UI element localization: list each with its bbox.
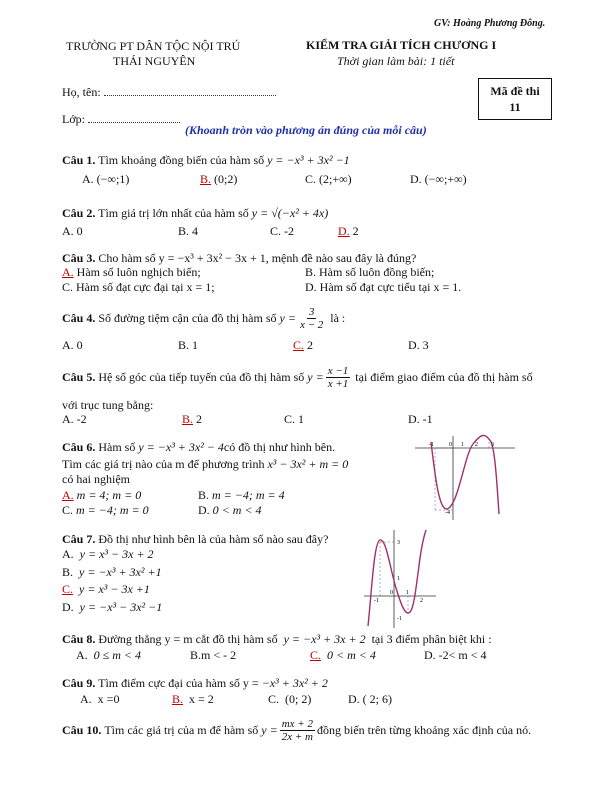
option-b[interactable] <box>190 648 236 663</box>
option-value: -1 <box>422 412 433 426</box>
option-a[interactable] <box>82 172 129 187</box>
option-key: B. <box>305 265 317 279</box>
option-b[interactable] <box>172 692 214 707</box>
tick-label: 1 <box>397 576 400 582</box>
option-value: -2 <box>284 224 295 238</box>
class-blank[interactable] <box>88 114 180 123</box>
tick-label: 3 <box>397 540 400 546</box>
option-key: D. <box>410 172 422 186</box>
question-label: Câu 5. <box>62 370 96 384</box>
option-value: y = x³ − 3x +1 <box>79 582 150 596</box>
question-8 <box>62 632 492 647</box>
option-key: D. <box>408 412 420 426</box>
tick-label: -1 <box>397 616 402 622</box>
question-formula: −x³ + 3x² + 2 <box>261 676 328 690</box>
question-text-line2: với trục tung bằng: <box>62 398 154 412</box>
question-label: Câu 2. <box>62 206 96 220</box>
question-text: Cho hàm số y = −x³ + 3x² − 3x + 1, mệnh đề nào sau đây là đúng? <box>98 251 417 265</box>
question-label: Câu 3. <box>62 251 96 265</box>
option-value: Hàm số luôn đồng biến; <box>319 265 435 279</box>
numerator: 3 <box>308 306 315 318</box>
option-b[interactable] <box>178 224 198 239</box>
option-key: A. <box>62 412 74 426</box>
tick-label: 1 <box>406 590 409 596</box>
option-value: 2 <box>196 412 203 426</box>
option-value: (−∞;+∞) <box>424 172 467 186</box>
option-key: D. <box>62 600 74 614</box>
option-key: D. <box>198 503 210 517</box>
line2-text: Tìm các giá trị nào của m để phương trình <box>62 457 265 471</box>
option-value: -2 <box>76 412 87 426</box>
option-key: D. <box>305 280 317 294</box>
option-key: B. <box>198 488 210 502</box>
option-key: A. <box>82 172 94 186</box>
question-label: Câu 10. <box>62 723 102 737</box>
option-value: m = −4; m = 0 <box>76 503 149 517</box>
fraction <box>280 718 315 743</box>
question-text: Tìm khoảng đồng biến của hàm số <box>98 153 265 167</box>
option-value: (−∞;1) <box>96 172 130 186</box>
option-c[interactable] <box>305 172 352 187</box>
option-key-correct: A. <box>62 265 74 279</box>
option-a[interactable] <box>62 488 141 503</box>
option-value: (2;+∞) <box>319 172 352 186</box>
question-label: Câu 4. <box>62 311 96 325</box>
numerator: x −1 <box>327 365 349 377</box>
option-value: 2 <box>307 338 314 352</box>
numerator: mx + 2 <box>281 718 313 730</box>
option-value: 1 <box>192 338 199 352</box>
formula-y: y = <box>261 723 278 737</box>
question-text: Tìm giá trị lớn nhất của hàm số <box>98 206 249 220</box>
option-key-correct: C. <box>310 648 322 662</box>
question-text: Số đường tiệm cận của đồ thị hàm số <box>98 311 277 325</box>
option-b[interactable] <box>198 488 285 503</box>
option-value: y = −x³ − 3x² −1 <box>79 600 163 614</box>
option-d[interactable] <box>408 412 433 427</box>
question-1 <box>62 153 350 168</box>
option-value: (0; 2) <box>285 692 312 706</box>
tick-label: 2 <box>475 442 478 448</box>
question-text: Đường thẳng y = m cắt đồ thị hàm số <box>98 632 278 646</box>
option-key: A. <box>62 338 74 352</box>
option-key: A. <box>62 547 74 561</box>
question-suffix: tại 3 điểm phân biệt khi : <box>371 632 492 646</box>
graph-q6 <box>415 434 515 520</box>
name-blank[interactable] <box>104 87 276 96</box>
option-value: m = 4; m = 0 <box>76 488 142 502</box>
option-value: y = −x³ + 3x² +1 <box>79 565 162 579</box>
option-value: 0 < m < 4 <box>212 503 262 517</box>
option-value: m = −4; m = 4 <box>212 488 285 502</box>
teacher-name: GV: Hoàng Phương Đông. <box>434 18 546 29</box>
option-b[interactable] <box>178 338 198 353</box>
option-value: y = x³ − 3x + 2 <box>79 547 154 561</box>
fraction <box>326 365 351 390</box>
option-value: 0 < m < 4 <box>327 648 376 662</box>
question-2 <box>62 206 328 221</box>
tick-label: 0 <box>449 442 452 448</box>
option-key: A. <box>62 224 74 238</box>
option-c[interactable] <box>268 692 311 707</box>
y-label: -4 <box>445 510 450 516</box>
option-key-correct: C. <box>293 338 305 352</box>
option-key: A. <box>80 692 92 706</box>
question-suffix: là : <box>330 311 346 325</box>
name-label: Họ, tên: <box>62 85 101 99</box>
option-d[interactable] <box>348 692 392 707</box>
name-field[interactable] <box>62 85 276 100</box>
option-key: C. <box>62 280 74 294</box>
option-b[interactable] <box>305 265 434 280</box>
option-value: Hàm số đạt cực đại tại x = 1; <box>76 280 215 294</box>
option-value: x = 2 <box>189 692 214 706</box>
question-text: Tìm điểm cực đại của hàm số y = <box>98 676 259 690</box>
option-d[interactable] <box>424 648 487 663</box>
option-value: 0 ≤ m < 4 <box>93 648 142 662</box>
question-label: Câu 6. <box>62 440 96 454</box>
option-key: B. <box>178 338 190 352</box>
exam-code-label: Mã đề thi <box>490 84 540 98</box>
fraction <box>298 306 325 331</box>
question-text: Hàm số <box>98 440 136 454</box>
exam-title: KIỂM TRA GIẢI TÍCH CHƯƠNG I <box>306 38 497 52</box>
option-value: 0 <box>76 338 83 352</box>
option-c[interactable] <box>62 582 150 597</box>
option-c[interactable] <box>310 648 376 663</box>
question-suffix: có đồ thị như hình bên. <box>223 440 336 454</box>
exam-duration: Thời gian làm bài: 1 tiết <box>337 54 455 68</box>
option-key-correct: B. <box>200 172 212 186</box>
option-key: D. <box>348 692 360 706</box>
option-key-correct: A. <box>62 488 74 502</box>
option-d[interactable] <box>408 338 429 353</box>
option-d[interactable] <box>198 503 262 518</box>
option-key: A. <box>76 648 88 662</box>
option-key: C. <box>268 692 280 706</box>
option-value: Hàm số luôn nghịch biến; <box>76 265 201 279</box>
tick-label: -1 <box>374 598 379 604</box>
option-c[interactable] <box>284 412 304 427</box>
question-text: Tìm các giá trị của m để hàm số <box>104 723 259 737</box>
option-a[interactable] <box>80 692 119 707</box>
option-value: 2 <box>352 224 359 238</box>
option-key-correct: D. <box>338 224 350 238</box>
question-label: Câu 8. <box>62 632 96 646</box>
question-suffix: đồng biến trên từng khoảng xác định của nó. <box>316 723 532 737</box>
option-a[interactable] <box>62 338 83 353</box>
option-d[interactable] <box>62 600 162 615</box>
question-formula: y = −x³ + 3x² −1 <box>267 153 350 167</box>
question-text-line3: có hai nghiệm <box>62 472 130 486</box>
option-a[interactable] <box>62 265 201 280</box>
exam-code-box <box>478 78 552 120</box>
option-key-correct: C. <box>62 582 74 596</box>
class-field[interactable] <box>62 112 180 127</box>
option-key: D. <box>408 338 420 352</box>
option-b[interactable] <box>200 172 237 187</box>
question-label: Câu 7. <box>62 532 96 546</box>
option-c[interactable] <box>62 280 215 295</box>
option-c[interactable] <box>293 338 313 353</box>
question-text: Hệ số góc của tiếp tuyến của đồ thị hàm số <box>98 370 305 384</box>
question-7 <box>62 532 328 547</box>
option-c[interactable] <box>62 503 149 518</box>
option-key: C. <box>284 412 296 426</box>
option-key-correct: B. <box>172 692 184 706</box>
tick-label: 2 <box>420 598 423 604</box>
option-value: ( 2; 6) <box>362 692 392 706</box>
denominator: x − 2 <box>299 319 324 331</box>
option-key-correct: B. <box>182 412 194 426</box>
option-value: B.m < - 2 <box>190 648 237 662</box>
question-4 <box>62 306 345 331</box>
option-c[interactable] <box>270 224 294 239</box>
school-name: TRƯỜNG PT DÂN TỘC NỘI TRÚ <box>66 39 241 53</box>
question-text: Đồ thị như hình bên là của hàm số nào sau đây? <box>98 532 329 546</box>
class-label: Lớp: <box>62 112 86 126</box>
exam-code-value: 11 <box>509 100 521 114</box>
option-value: D. -2< m < 4 <box>424 648 487 662</box>
option-key: B. <box>178 224 190 238</box>
question-text-line2 <box>62 457 348 472</box>
question-suffix: tại điểm giao điểm của đồ thị hàm số <box>355 370 533 384</box>
question-6 <box>62 440 335 455</box>
option-d[interactable] <box>305 280 461 295</box>
option-key: C. <box>270 224 282 238</box>
option-value: 4 <box>192 224 199 238</box>
option-value: 1 <box>298 412 305 426</box>
tick-label: 1 <box>461 442 464 448</box>
option-value: (0;2) <box>214 172 238 186</box>
tick-label: 3 <box>491 442 494 448</box>
option-value: Hàm số đạt cực tiểu tại x = 1. <box>319 280 462 294</box>
option-d[interactable] <box>410 172 467 187</box>
question-formula: y = −x³ + 3x + 2 <box>283 632 366 646</box>
option-a[interactable] <box>62 547 154 562</box>
option-value: 3 <box>422 338 429 352</box>
tick-label: 0 <box>390 590 393 596</box>
school-location: THÁI NGUYÊN <box>113 54 196 68</box>
question-3 <box>62 251 416 266</box>
option-value: x =0 <box>97 692 120 706</box>
option-key: C. <box>305 172 317 186</box>
formula-y: y = <box>279 311 296 325</box>
denominator: x +1 <box>327 378 349 390</box>
tick-label: -1 <box>429 442 434 448</box>
question-10 <box>62 718 531 743</box>
option-b[interactable] <box>62 565 162 580</box>
option-key: C. <box>62 503 74 517</box>
question-formula: y = √(−x² + 4x) <box>251 206 329 220</box>
question-9 <box>62 676 328 691</box>
option-a[interactable] <box>62 224 83 239</box>
option-value: 0 <box>76 224 83 238</box>
question-formula: y = −x³ + 3x² − 4 <box>138 440 224 454</box>
graph-q7 <box>364 528 436 628</box>
option-d[interactable] <box>338 224 359 239</box>
option-b[interactable] <box>182 412 202 427</box>
question-label: Câu 9. <box>62 676 96 690</box>
instruction: (Khoanh tròn vào phương án đúng của mỗi câu) <box>185 123 427 137</box>
formula-y: y = <box>307 370 324 384</box>
line2-formula: x³ − 3x² + m = 0 <box>267 457 349 471</box>
option-key: B. <box>62 565 74 579</box>
option-a[interactable] <box>76 648 141 663</box>
option-a[interactable] <box>62 412 87 427</box>
question-label: Câu 1. <box>62 153 96 167</box>
denominator: 2x + m <box>281 731 313 743</box>
question-5 <box>62 365 533 390</box>
